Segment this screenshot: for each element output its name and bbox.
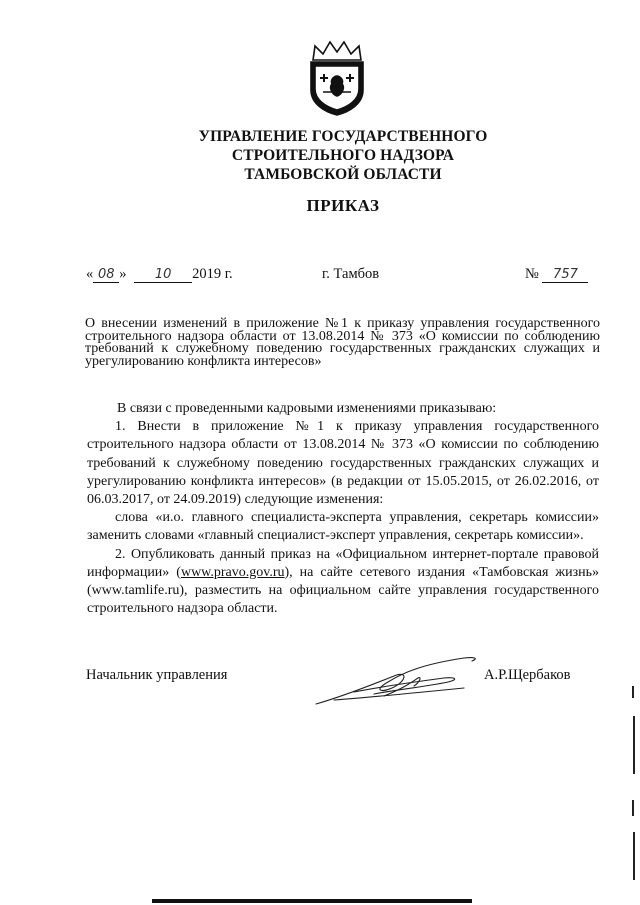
date-close-quote: » bbox=[119, 266, 127, 282]
handwritten-signature bbox=[314, 652, 484, 712]
organization-header bbox=[150, 127, 536, 184]
item-2-text-before: 2. Опубликовать данный приказ на «Официальном интернет-портале правовой информации» ( bbox=[87, 546, 599, 580]
order-number bbox=[525, 266, 588, 283]
scan-edge-mark bbox=[632, 800, 634, 816]
number-value: 757 bbox=[542, 267, 588, 283]
header-line-2: СТРОИТЕЛЬНОГО НАДЗОРА bbox=[231, 147, 455, 164]
item-1-change-paragraph: слова «и.о. главного специалиста-эксперта управления, секретарь комиссии» заменить словами «главный специалист-эксперт управления, секретарь комиссии». bbox=[87, 510, 599, 544]
item-1-paragraph: 1. Внести в приложение №1 к приказу управления государственного строительного надзора области от 13.08.2014 № 373 «О комиссии по соблюдению требований к служебному поведению государственных гражданских служащих и урегулированию конфликта интересов» (в редакции от 15.05.2015, от 26.02.2016, от 06.03.2017, от 24.09.2019) следующие изменения: bbox=[87, 419, 599, 508]
date-day: 08 bbox=[93, 267, 119, 283]
signatory-name: А.Р.Щербаков bbox=[484, 667, 571, 683]
pravo-link[interactable]: www.pravo.gov.ru bbox=[180, 564, 285, 580]
scan-edge-mark bbox=[632, 686, 634, 698]
order-body bbox=[87, 400, 599, 618]
city: г. Тамбов bbox=[322, 266, 380, 282]
header-line-1: УПРАВЛЕНИЕ ГОСУДАРСТВЕННОГО bbox=[198, 128, 488, 145]
item-2-text-after: ), на сайте сетевого издания «Тамбовская жизнь» (www.tamlife.ru), разместить на официальном сайте управления государственного строительного надзора области. bbox=[87, 564, 599, 617]
document-type-title: ПРИКАЗ bbox=[306, 196, 380, 215]
header-line-3: ТАМБОВСКОЙ ОБЛАСТИ bbox=[244, 166, 442, 183]
order-subject: О внесении изменений в приложение №1 к приказу управления государственного строительного надзора области от 13.08.2014 № 373 «О комиссии по соблюдению требований к служебному поведению государственных гражданских служащих и урегулированию конфликта интересов» bbox=[85, 316, 600, 369]
date-year: 2019 г. bbox=[192, 266, 233, 282]
intro-paragraph: В связи с проведенными кадровыми изменениями приказываю: bbox=[117, 401, 497, 416]
order-date bbox=[86, 266, 233, 283]
scan-bottom-bar bbox=[152, 899, 472, 903]
date-month: 10 bbox=[134, 267, 192, 283]
number-prefix: № bbox=[525, 266, 539, 282]
coat-of-arms-emblem-icon bbox=[303, 38, 371, 116]
signatory-position: Начальник управления bbox=[86, 667, 228, 683]
item-2-paragraph bbox=[87, 546, 599, 619]
date-open-quote: « bbox=[86, 266, 94, 282]
scan-edge-mark bbox=[633, 716, 635, 774]
scan-edge-mark bbox=[633, 832, 635, 880]
